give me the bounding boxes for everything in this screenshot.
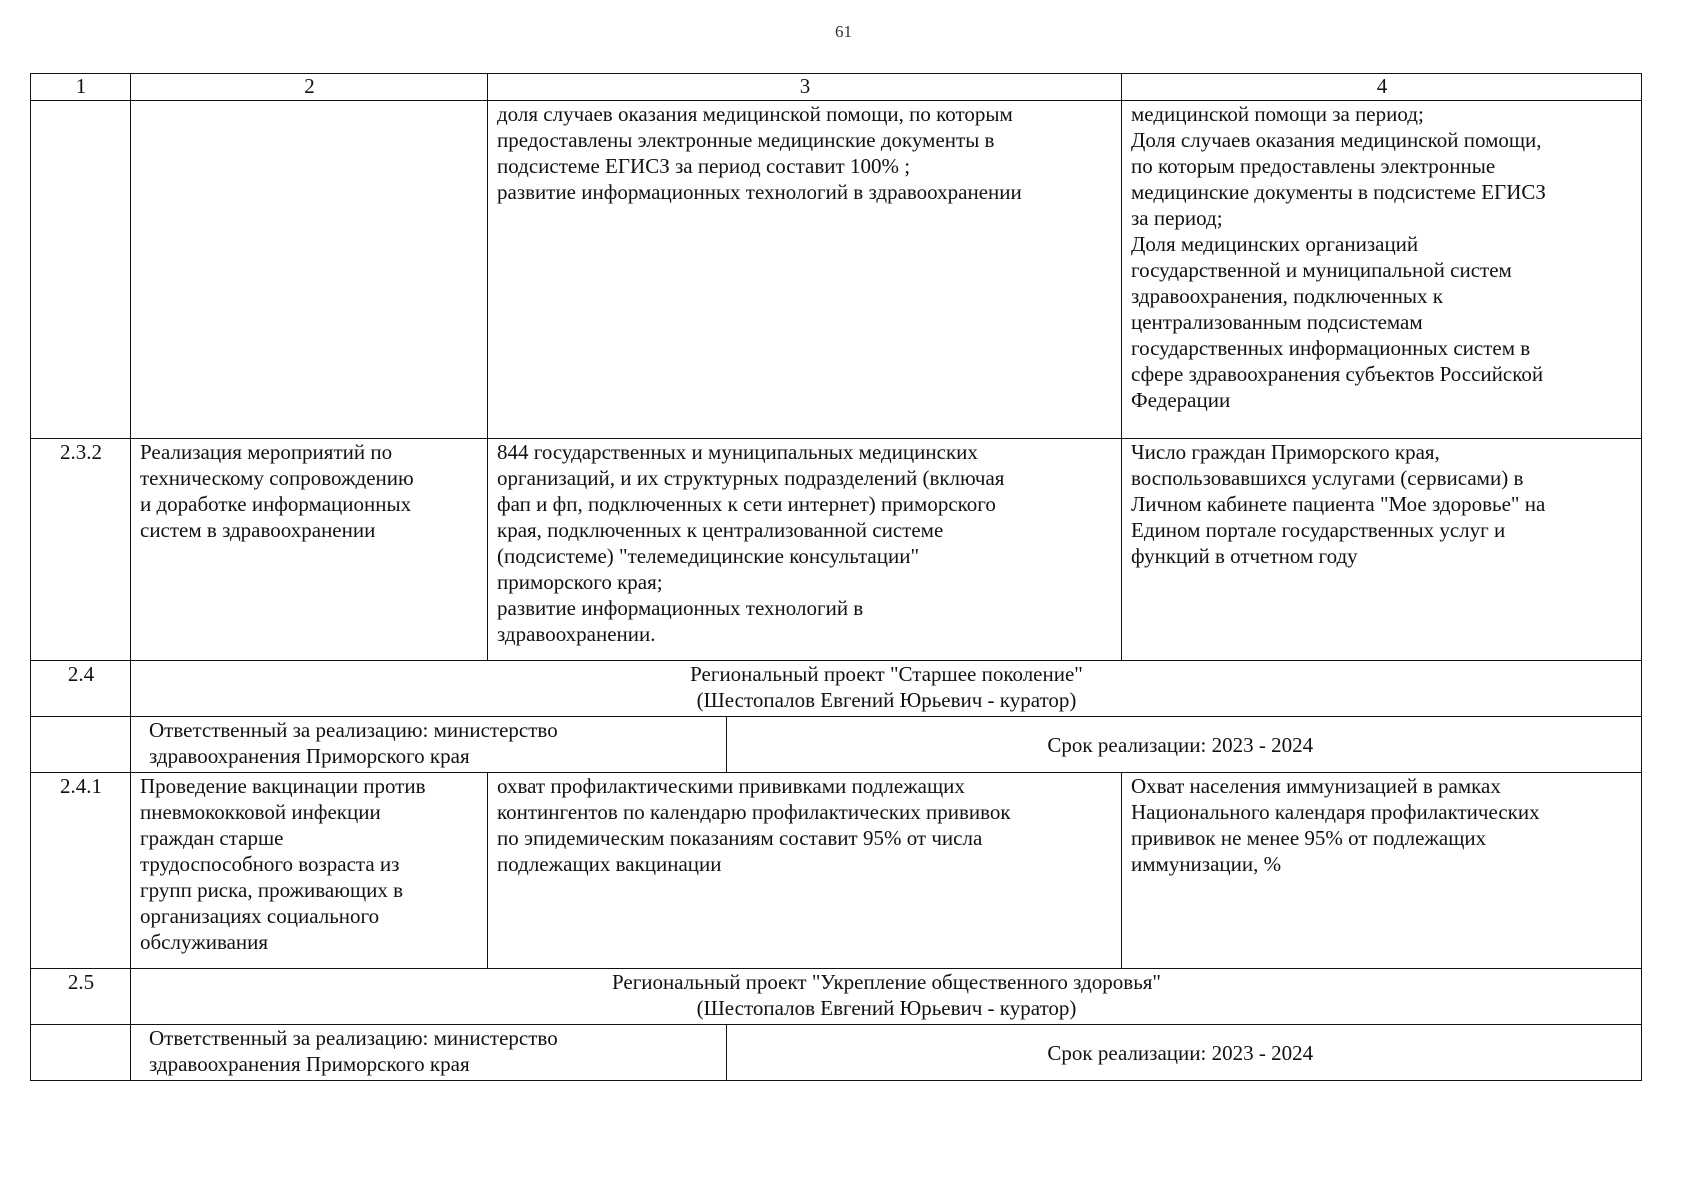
page-number: 61	[835, 22, 852, 41]
row-number: 2.4.1	[31, 773, 131, 969]
text-line: государственных информационных систем в	[1131, 336, 1531, 360]
text-line: граждан старше	[140, 826, 284, 850]
text-line: здравоохранении.	[497, 622, 656, 646]
measures-table	[30, 73, 1642, 1081]
text-line: развитие информационных технологий в	[497, 596, 864, 620]
text-line: Едином портале государственных услуг и	[1131, 518, 1506, 542]
text-line: обслуживания	[140, 930, 269, 954]
text-line: здравоохранения Приморского края	[149, 1052, 470, 1076]
text-line: трудоспособного возраста из	[140, 852, 400, 876]
text-line: иммунизации, %	[1131, 852, 1282, 876]
header-col-1: 1	[31, 74, 131, 101]
responsible-cell	[140, 717, 726, 772]
text-line: Национального календаря профилактических	[1131, 800, 1540, 824]
text-line: Ответственный за реализацию: министерство	[149, 1026, 558, 1050]
responsible-row-2-5	[31, 1025, 1642, 1081]
text-line: развитие информационных технологий в здравоохранении	[497, 180, 1022, 204]
responsible-cell	[140, 1025, 726, 1080]
text-line: систем в здравоохранении	[140, 518, 376, 542]
project-title: Региональный проект "Укрепление общественного здоровья"	[611, 970, 1162, 994]
text-line: подсистеме ЕГИСЗ за период составит 100% ;	[497, 154, 911, 178]
text-line: пневмококковой инфекции	[140, 800, 381, 824]
text-line: медицинские документы в подсистеме ЕГИСЗ	[1131, 180, 1546, 204]
table-row-continuation	[31, 101, 1642, 439]
text-line: приморского края;	[497, 570, 663, 594]
text-line: фап и фп, подключенных к сети интернет) приморского	[497, 492, 996, 516]
text-line: Федерации	[1131, 388, 1231, 412]
text-line: и доработке информационных	[140, 492, 412, 516]
text-line: охват профилактическими прививками подлежащих	[497, 774, 965, 798]
text-line: здравоохранения Приморского края	[149, 744, 470, 768]
text-line: Доля случаев оказания медицинской помощи,	[1131, 128, 1542, 152]
project-row-2-4	[31, 661, 1642, 717]
text-line: за период;	[1131, 206, 1223, 230]
text-line: Доля медицинских организаций	[1131, 232, 1419, 256]
responsible-row-2-4	[31, 717, 1642, 773]
text-line: Реализация мероприятий по	[140, 440, 393, 464]
text-line: подлежащих вакцинации	[497, 852, 722, 876]
project-title: Региональный проект "Старшее поколение"	[690, 662, 1083, 686]
text-line: техническому сопровождению	[140, 466, 414, 490]
text-line: организациях социального	[140, 904, 380, 928]
result-cell	[488, 773, 1122, 969]
row-number-empty	[31, 101, 131, 439]
text-line: доля случаев оказания медицинской помощи, по которым	[497, 102, 1013, 126]
result-cell	[488, 439, 1122, 661]
event-cell	[131, 439, 488, 661]
header-col-4: 4	[1122, 74, 1642, 101]
text-line: Проведение вакцинации против	[140, 774, 426, 798]
text-line: предоставлены электронные медицинские документы в	[497, 128, 995, 152]
text-line: Охват населения иммунизацией в рамках	[1131, 774, 1501, 798]
text-line: централизованным подсистемам	[1131, 310, 1423, 334]
project-title-cell	[131, 661, 1642, 717]
responsible-deadline-cell	[131, 1025, 1642, 1081]
project-row-2-5	[31, 969, 1642, 1025]
text-line: (подсистеме) "телемедицинские консультации"	[497, 544, 920, 568]
text-line: по эпидемическим показаниям составит 95% от числа	[497, 826, 983, 850]
indicator-cell	[1122, 101, 1642, 439]
text-line: Число граждан Приморского края,	[1131, 440, 1440, 464]
project-curator: (Шестопалов Евгений Юрьевич - куратор)	[696, 688, 1077, 712]
row-number: 2.5	[31, 969, 131, 1025]
text-line: здравоохранения, подключенных к	[1131, 284, 1443, 308]
row-number-empty	[31, 1025, 131, 1081]
text-line: групп риска, проживающих в	[140, 878, 404, 902]
text-line: 844 государственных и муниципальных медицинских	[497, 440, 978, 464]
result-cell	[488, 101, 1122, 439]
project-curator: (Шестопалов Евгений Юрьевич - куратор)	[696, 996, 1077, 1020]
text-line: края, подключенных к централизованной системе	[497, 518, 944, 542]
row-number: 2.3.2	[31, 439, 131, 661]
text-line: организаций, и их структурных подразделений (включая	[497, 466, 1005, 490]
text-line: по которым предоставлены электронные	[1131, 154, 1496, 178]
text-line: Личном кабинете пациента "Мое здоровье" на	[1131, 492, 1546, 516]
event-cell	[131, 773, 488, 969]
deadline-cell: Срок реализации: 2023 - 2024	[1047, 732, 1314, 757]
header-row	[31, 74, 1642, 101]
text-line: прививок не менее 95% от подлежащих	[1131, 826, 1487, 850]
text-line: медицинской помощи за период;	[1131, 102, 1424, 126]
row-number: 2.4	[31, 661, 131, 717]
header-col-3: 3	[488, 74, 1122, 101]
project-title-cell	[131, 969, 1642, 1025]
deadline-cell: Срок реализации: 2023 - 2024	[1047, 1040, 1314, 1065]
text-line: государственной и муниципальной систем	[1131, 258, 1512, 282]
text-line: функций в отчетном году	[1131, 544, 1358, 568]
responsible-deadline-cell	[131, 717, 1642, 773]
text-line: Ответственный за реализацию: министерство	[149, 718, 558, 742]
table-row-2-4-1	[31, 773, 1642, 969]
text-line: воспользовавшихся услугами (сервисами) в	[1131, 466, 1524, 490]
indicator-cell	[1122, 773, 1642, 969]
event-cell-empty	[131, 101, 488, 439]
text-line: сфере здравоохранения субъектов Российской	[1131, 362, 1544, 386]
indicator-cell	[1122, 439, 1642, 661]
row-number-empty	[31, 717, 131, 773]
text-line: контингентов по календарю профилактических прививок	[497, 800, 1011, 824]
header-col-2: 2	[131, 74, 488, 101]
table-row-2-3-2	[31, 439, 1642, 661]
